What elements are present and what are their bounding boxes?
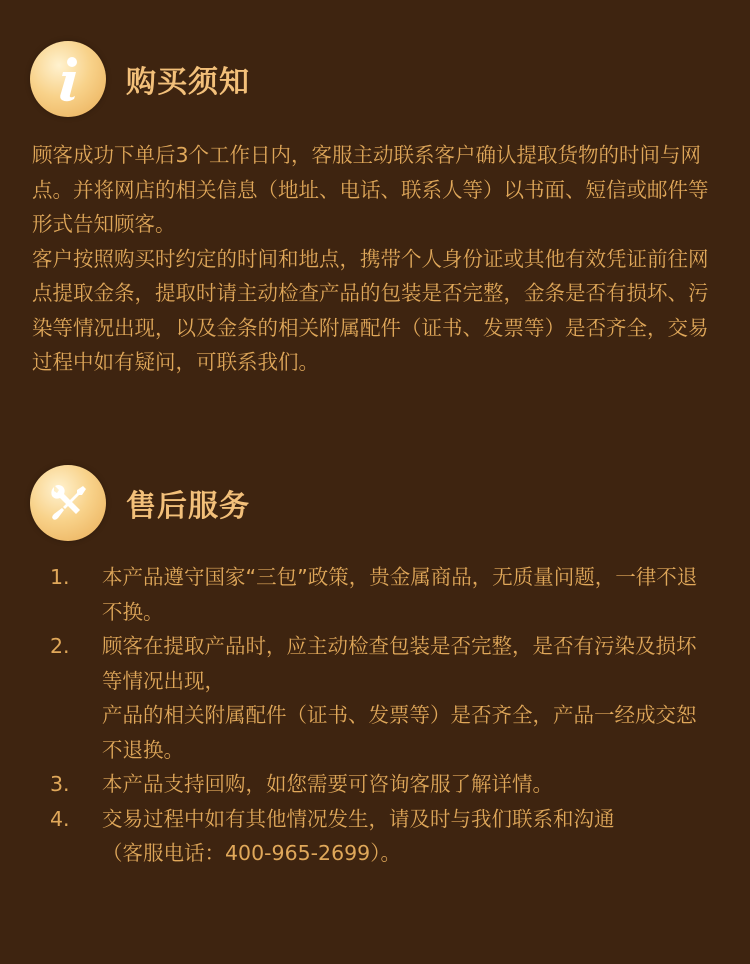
info-icon: [30, 41, 106, 117]
item-number: 1.: [50, 565, 70, 589]
item-number: 4.: [50, 806, 70, 831]
item-text: 交易过程中如有其他情况发生，请及时与我们联系和沟通: [102, 806, 615, 831]
purchase-notice-header: [30, 40, 250, 118]
item-text: 本产品遵守国家“三包”政策，贵金属商品，无质量问题，一律不退不换。: [102, 565, 698, 624]
purchase-notice-paragraph: 客户按照购买时约定的时间和地点，携带个人身份证或其他有效凭证前往网点提取金条，提取时请主动检查产品的包装是否完整，金条是否有损坏、污染等情况出现，以及金条的相关附属配件（证书、发票等）是否齐全，交易过程中如有疑问，可联系我们。: [32, 246, 709, 374]
list-item: [50, 560, 710, 629]
item-text: 顾客在提取产品时，应主动检查包装是否完整，是否有污染及损坏等情况出现，: [102, 634, 697, 693]
service-phone: （客服电话：400-965-2699）。: [102, 841, 401, 865]
purchase-notice-body: [32, 138, 722, 380]
list-item: [50, 767, 710, 802]
after-sales-list: [50, 560, 710, 871]
list-item: [50, 629, 710, 767]
purchase-notice-paragraph: 顾客成功下单后3个工作日内，客服主动联系客户确认提取货物的时间与网点。并将网店的相关信息（地址、电话、联系人等）以书面、短信或邮件等形式告知顾客。: [32, 143, 709, 236]
tools-icon: [30, 465, 106, 541]
after-sales-header: [30, 464, 250, 542]
item-number: 3.: [50, 772, 70, 796]
item-text: 产品的相关附属配件（证书、发票等）是否齐全，产品一经成交恕不退换。: [102, 703, 697, 762]
item-number: 2.: [50, 634, 70, 658]
item-text: 本产品支持回购，如您需要可咨询客服了解详情。: [102, 772, 553, 796]
after-sales-title: 售后服务: [126, 489, 250, 524]
purchase-notice-title: 购买须知: [126, 65, 250, 100]
list-item: [50, 802, 710, 871]
